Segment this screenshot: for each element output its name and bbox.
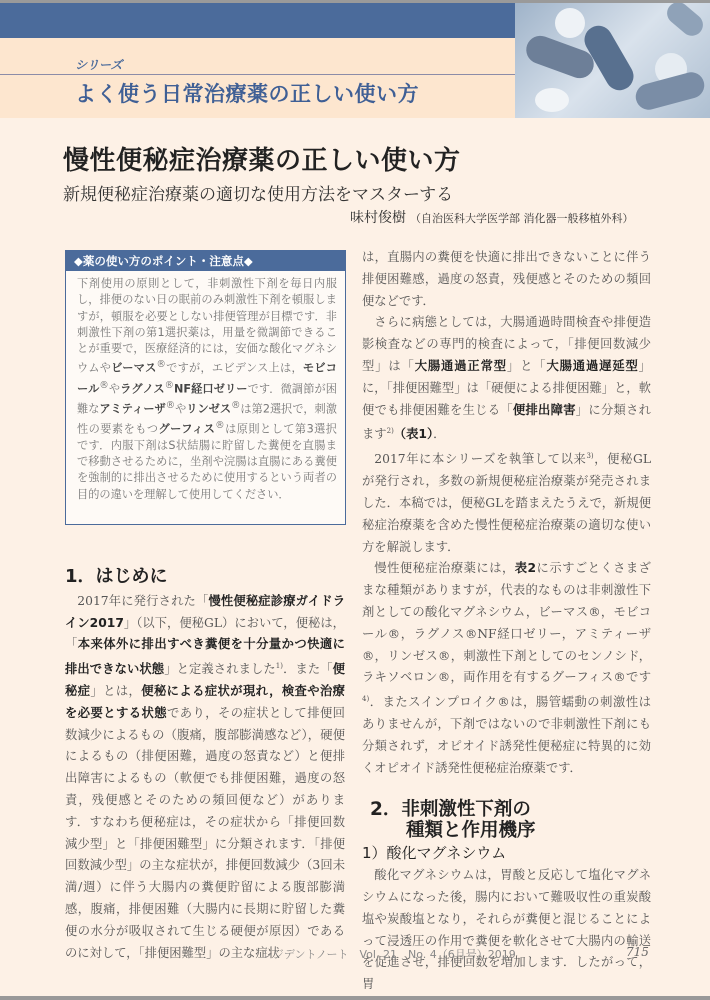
emphasis-text: （表1） xyxy=(393,427,434,442)
pills-photo xyxy=(515,3,710,118)
text-run: は原則として第3選択です．内服下剤はS状結腸に貯留した糞便を直腸まで移動させるために，坐剤や浣腸は直腸にある糞便を強制的に排出させるために使用するという両者の目的の違いを理解して使用してください． xyxy=(77,422,337,501)
emphasis-text: グーフィス xyxy=(158,422,216,436)
emphasis-text: 表2 xyxy=(514,561,537,576)
emphasis-text: 本来体外に排出すべき糞便を十分量かつ快適に排出できない状態 xyxy=(65,637,345,677)
emphasis-text: リンゼス xyxy=(186,402,232,416)
left-column xyxy=(65,566,345,964)
emphasis-text: 大腸通過遅延型 xyxy=(546,358,639,373)
subsection-heading-magnesium: 1）酸化マグネシウム xyxy=(362,844,507,863)
emphasis-text: 便排出障害 xyxy=(512,402,576,417)
reference-mark: ® xyxy=(231,399,241,411)
section-heading-2-line1: 2．非刺激性下剤の xyxy=(370,799,531,821)
paragraph xyxy=(362,312,651,446)
reference-mark: ® xyxy=(99,379,109,391)
author-name: 味村俊樹 xyxy=(350,210,406,226)
reference-mark: 2) xyxy=(386,427,394,436)
text-run: や xyxy=(108,382,121,396)
text-run: であり，その症状として排便回数減少によるもの（腹痛，腹部膨満感など），硬便によるもの（排便困難，過度の怒責など）と便排出障害によるもの（軟便でも排便困難，過度の怒責，残便感とそのための頻回便など）があります．すなわち便秘症は，その症状から「排便回数減少型」と「排便困難型」に分類されます．「排便回数減少型」の主な症状が，排便回数減少（3回未満/週）に伴う大腸内の糞便貯留による腹部膨満感，腹痛，排便困難（大腸内に長期に貯留した糞便の水分が吸収されて生じる硬便が原因）であるのに対して，「排便困難型」の主な症状 xyxy=(65,705,345,960)
point-box xyxy=(65,250,346,525)
paragraph xyxy=(362,558,651,779)
emphasis-text: モビコール xyxy=(77,362,337,396)
series-label: シリーズ xyxy=(75,58,123,72)
introduction-body xyxy=(65,591,345,965)
emphasis-text: NF経口ゼリー xyxy=(173,382,248,396)
text-run: は第2選択で，刺激性の要素をもつ xyxy=(77,402,337,436)
text-run: 」に，「排便困難型」は「硬便による排便困難」と，軟便でも排便困難を生じる「 xyxy=(362,358,651,417)
emphasis-text: 大腸通過正常型 xyxy=(414,358,507,373)
journal-footer: レジデントノート Vol. 21 No. 4（6月号）2019 xyxy=(262,948,516,961)
author-affiliation: （自治医科大学医学部 消化器一般移植外科） xyxy=(410,212,634,225)
magnesium-paragraph: 酸化マグネシウムは，胃酸と反応して塩化マグネシウムになった後，腸内において難吸収性の重炭酸塩や炭酸塩となり，それらが糞便と混じることによって浸透圧の作用で糞便を軟化させて大腸内の輸送を促進させ，排便回数を増加します．したがって，胃 xyxy=(362,868,651,992)
text-run: に示すごとくさまざまな種類がありますが，代表的なものは非刺激性下剤としての酸化マグネシウム，ビーマス®，モビコール®，ラグノス®NF経口ゼリー，アミティーザ®，リンゼス®，刺激性下剤としてのセンノシド，ラキソベロン®，両作用を有するグーフィス®です xyxy=(362,561,651,685)
text-run: です．微調節が困難な xyxy=(77,382,337,416)
text-run: ですが，エビデンス上は， xyxy=(165,362,303,376)
emphasis-text: 慢性便秘症診療ガイドライン2017 xyxy=(65,593,345,630)
section-heading-introduction: 1．はじめに xyxy=(65,566,168,587)
series-divider xyxy=(0,74,515,75)
text-run: 」と定義されました xyxy=(164,662,276,677)
reference-mark: ® xyxy=(215,419,225,431)
author-line xyxy=(350,207,634,227)
text-run: ．またスインプロイク®は，腸管蠕動の刺激性はありませんが，下剤ではないので非刺激性下剤にも分類されず，オピオイド誘発性便秘症に特異的に効くオピオイド誘発性便秘症治療薬です． xyxy=(362,695,651,775)
emphasis-text: 便秘による症状が現れ，検査や治療を必要とする状態 xyxy=(65,684,345,720)
header-band xyxy=(0,3,515,38)
emphasis-text: 便秘症 xyxy=(65,662,345,699)
text-run: 下剤使用の原則として，非刺激性下剤を毎日内服し，排便のない日の眠前のみ刺激性下剤を頓服しますが，頓服を必要としない排便管理が目標です．非刺激性下剤の第1選択薬は，用量を微調節できることが重要で，医療経済的には，安価な酸化マグネシウムや xyxy=(77,277,337,376)
point-box-body xyxy=(66,271,345,503)
capsule-icon xyxy=(663,3,708,40)
point-box-heading: ◆薬の使い方のポイント・注意点◆ xyxy=(66,251,345,271)
tablet-icon xyxy=(535,88,569,112)
reference-mark: ® xyxy=(156,359,166,371)
reference-mark: ® xyxy=(165,399,176,411)
right-column xyxy=(362,247,651,996)
article-subtitle: 新規便秘症治療薬の適切な使用方法をマスターする xyxy=(63,185,454,205)
paragraph xyxy=(362,247,651,312)
text-run: さらに病態としては，大腸通過時間検査や排便造影検査などの専門的検査によって，「排便回数減少型」は「 xyxy=(362,315,651,373)
text-run: は，直腸内の糞便を快適に排出できないことに伴う排便困難感，過度の怒責，残便感とそのための頻回便などです． xyxy=(362,250,651,308)
reference-mark: 3) xyxy=(586,452,594,461)
tablet-icon xyxy=(555,8,585,38)
text-run: 慢性便秘症治療薬には， xyxy=(374,561,515,576)
reference-mark: 1) xyxy=(275,662,283,671)
emphasis-text: アミティーザ xyxy=(99,402,166,416)
text-run: 2017年に本シリーズを執筆して以来 xyxy=(374,452,587,467)
page-number: 715 xyxy=(626,945,649,959)
reference-mark: 4) xyxy=(362,695,370,704)
emphasis-text: ビーマス xyxy=(111,362,157,376)
series-title: よく使う日常治療薬の正しい使い方 xyxy=(75,81,419,106)
text-run: 」に分類されます xyxy=(362,402,651,442)
paragraph xyxy=(65,591,345,965)
section-heading-2-line2: 種類と作用機序 xyxy=(406,820,536,842)
text-run: 」とは， xyxy=(90,684,142,699)
text-run: 」（以下，便秘GL）において，便秘は，「 xyxy=(65,615,345,652)
article-title: 慢性便秘症治療薬の正しい使い方 xyxy=(63,146,461,176)
emphasis-text: ラグノス xyxy=(120,382,165,396)
text-run: ，便秘GLが発行され，多数の新規便秘症治療薬が発売されました．本稿では，便秘GLを踏まえたうえで，新規便秘症治療薬を含めた慢性便秘症治療薬の適切な使い方を解説します． xyxy=(362,452,651,554)
text-run: ．また「 xyxy=(282,662,333,677)
reference-mark: ® xyxy=(164,379,174,391)
right-body xyxy=(362,247,651,779)
section-heading-2 xyxy=(362,799,651,841)
text-run: や xyxy=(175,402,187,416)
text-run: 2017年に発行された「 xyxy=(77,593,209,608)
paragraph xyxy=(362,446,651,558)
text-run: ． xyxy=(433,427,446,442)
text-run: 」と「 xyxy=(506,358,547,373)
bottom-border xyxy=(0,996,710,1000)
